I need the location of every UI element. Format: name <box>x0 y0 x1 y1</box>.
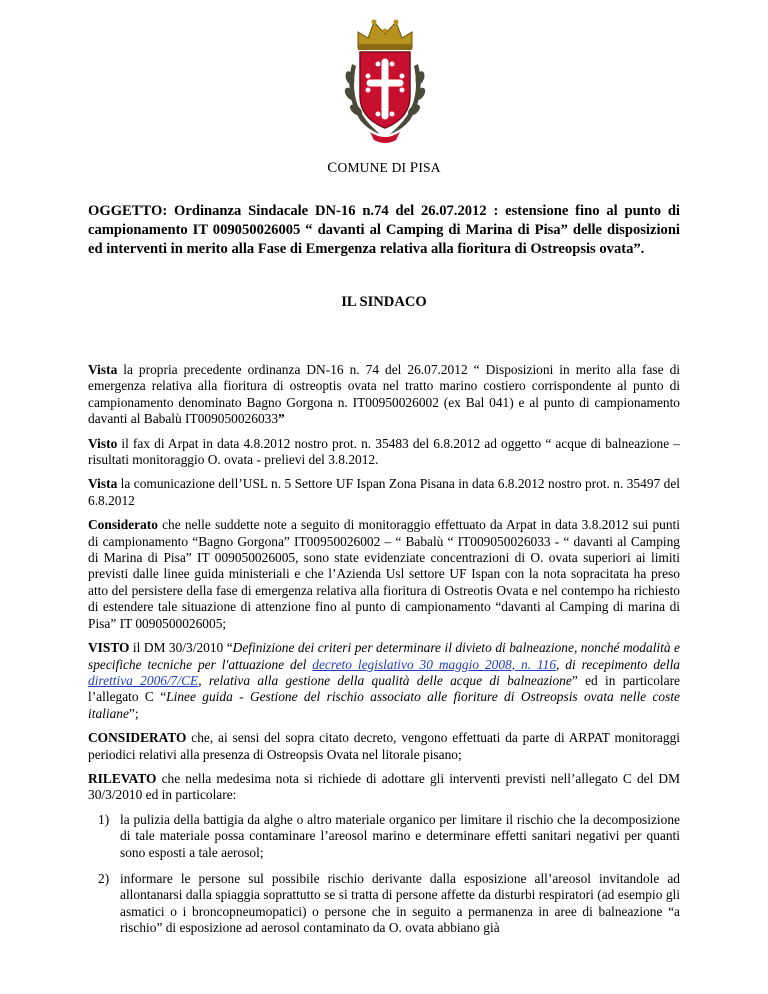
direttiva-link[interactable]: direttiva 2006/7/CE <box>88 672 199 688</box>
paragraph-visto-dm: VISTO il DM 30/3/2010 “Definizione dei criteri per determinare il divieto di balneazione, nonché modalità e specifiche tecniche per l'attuazione del decreto legislativo 30 maggio 2008, n. 116, di recepimento della direttiva 2006/7/CE, relativa alla gestione della qualità delle acque di balneazione” ed in particolare l’allegato C “Linee guida - Gestione del rischio associato alle fioriture di Ostreopsis ovata nelle coste italiane”; <box>88 640 681 721</box>
subject-heading: OGGETTO: Ordinanza Sindacale DN-16 n.74 del 26.07.2012 : estensione fino al punto di campionamento IT 009050026005 “ davanti al Camping di Marina di Pisa” delle disposizioni ed interventi in merito alla Fase di Emergenza relativa alla fioritura di Ostreopsis ovata”. <box>88 203 680 257</box>
paragraph-rilevato: RILEVATO che nella medesima nota si richiede di adottare gli interventi previsti nell’allegato C del DM 30/3/2010 ed in particolare: <box>88 770 680 803</box>
comune-heading: COMUNE DI PISA <box>327 160 441 176</box>
interventions-list <box>88 812 680 937</box>
ribbon-icon <box>370 132 400 143</box>
crown-icon <box>358 20 412 51</box>
paragraph-considerato: Considerato che nelle suddette note a seguito di monitoraggio effettuato da Arpat in data 3.8.2012 sui punti di campionamento “Bagno Gorgona” IT00950026002 – “ Babalù “ IT009050026033 - “ davanti al Camping di Marina di Pisa” IT 009050026005, sono state evidenziate concentrazioni di O. ovata superiori ai limiti previsti dalle linee guida ministeriali e che l’Azienda Usl settore UF Ispan con la nota sopracitata ha preso atto del persistere della fase di emergenza relativa alla fioritura di Ostreotis Ovata e nel contempo ha richiesto di estendere tale situazione di attenzione fino al punto di campionamento “davanti al Camping di marina di Pisa” IT 0090500026005; <box>88 517 680 631</box>
paragraph-visto-fax: Visto il fax di Arpat in data 4.8.2012 nostro prot. n. 35483 del 6.8.2012 ad oggetto “ acque di balneazione – risultati monitoraggio O. ovata - prelievi del 3.8.2012. <box>88 435 680 468</box>
comune-di-pisa-crest-icon <box>338 14 432 146</box>
list-item: 1) la pulizia della battigia da alghe o altro materiale organico per limitare il rischio che la decomposizione di tale materiale possa contaminare l’areosol marino e determinare effetti sanitari negativi per quanti sono esposti a tale aerosol; <box>98 811 680 860</box>
document-title: IL SINDACO <box>341 294 427 310</box>
list-item: 2) informare le persone sul possibile rischio derivante dalla esposizione all’areosol invitandole ad allontanarsi dalla spiaggia soprattutto se si tratta di persone affette da disturbi respiratori (ad esempio gli asmatici o i broncopneumopatici) o persone che in seguito a permanenza in aree di balneazione “a rischio” di esposizione ad aerosol contaminato da O. ovata abbiano già <box>98 870 680 936</box>
shield-icon <box>360 52 410 128</box>
paragraph-vista-usl: Vista la comunicazione dell’USL n. 5 Settore UF Ispan Zona Pisana in data 6.8.2012 nostro prot. n. 35497 del 6.8.2012 <box>88 476 680 508</box>
paragraph-vista-ordinanza: Vista la propria precedente ordinanza DN-16 n. 74 del 26.07.2012 “ Disposizioni in merito alla fase di emergenza relativa alla fioritura di ostreoptis ovata nel tratto marino costiero corrispondente al punto di campionamento denominato Bagno Gorgona n. IT00950026002 (ex Bal 041) e al punto di campionamento davanti al Babalù IT009050026033” <box>88 362 680 427</box>
document-body <box>88 362 680 947</box>
paragraph-considerato-arpat: CONSIDERATO che, ai sensi del sopra citato decreto, vengono effettuati da parte di ARPAT monitoraggi periodici relativi alla presenza di Ostreopsis Ovata nel litorale pisano; <box>88 730 680 762</box>
decreto-legislativo-link[interactable]: decreto legislativo 30 maggio 2008, n. 116 <box>312 656 557 672</box>
